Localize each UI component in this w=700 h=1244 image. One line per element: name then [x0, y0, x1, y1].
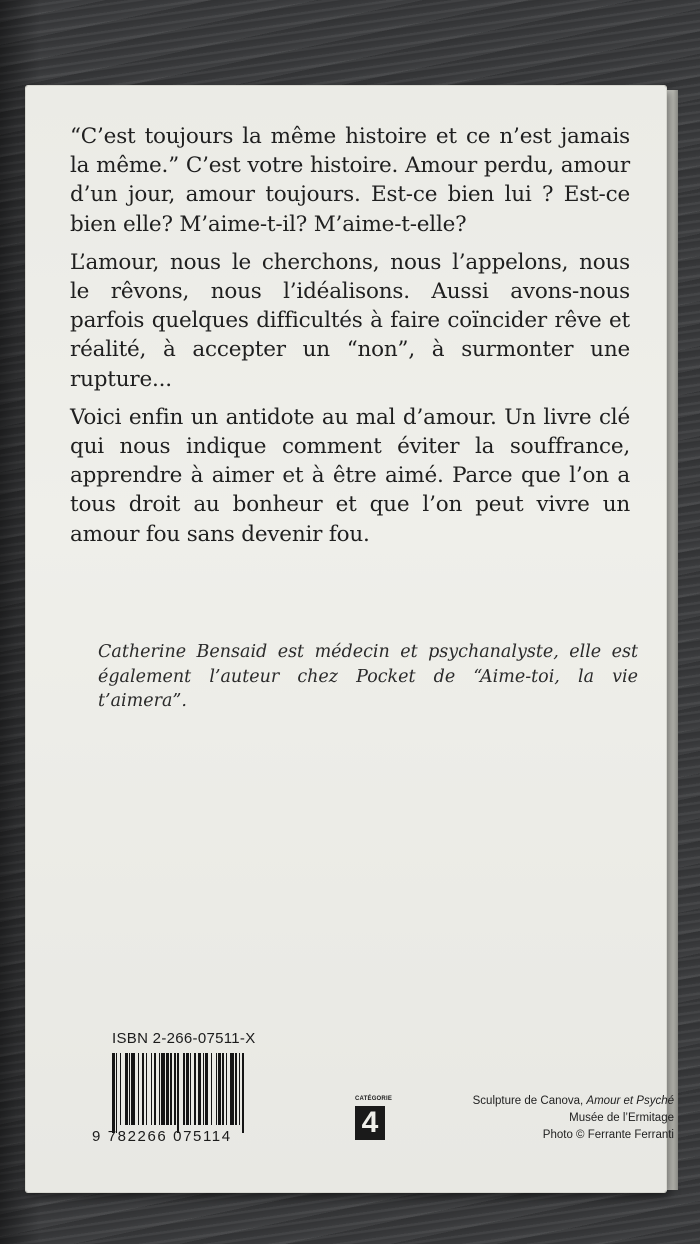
photo-credits — [418, 1093, 674, 1144]
blurb-text — [70, 122, 630, 558]
credits-line-1 — [418, 1093, 674, 1110]
credits-title: Amour et Psyché — [586, 1095, 674, 1107]
category-label: CATÉGORIE — [355, 1096, 393, 1102]
blurb-paragraph-1: “C’est toujours la même histoire et ce n’est jamais la même.” C’est votre histoire. Amour perdu, amour d’un jour, amour toujours. Est-ce bien lui ? Est-ce bien elle? M’aime-t-il? M’aime-t-elle? — [70, 124, 630, 237]
credits-line-2: Musée de l’Ermitage — [569, 1112, 674, 1124]
barcode-gap — [244, 1053, 247, 1125]
barcode-digits: 9 782266 075114 — [92, 1128, 232, 1145]
credits-line-3: Photo © Ferrante Ferranti — [542, 1129, 674, 1141]
category-badge — [355, 1096, 393, 1144]
isbn-label: ISBN 2-266-07511-X — [112, 1030, 256, 1047]
barcode — [112, 1053, 294, 1133]
blurb-paragraph-2: L’amour, nous le cherchons, nous l’appelons, nous le rêvons, nous l’idéalisons. Aussi avons-nous parfois quelques difficultés à faire coïncider rêve et réalité, à accepter un “non”, à surmonter une rupture... — [70, 249, 630, 392]
category-number: 4 — [355, 1106, 385, 1140]
credits-prefix: Sculpture de Canova, — [472, 1095, 587, 1107]
blurb-paragraph-3: Voici enfin un antidote au mal d’amour. Un livre clé qui nous indique comment éviter la souffrance, apprendre à aimer et à être aimé. Parce que l’on a tous droit au bonheur et que l’on peut vivre un amour fou sans devenir fou. — [70, 404, 630, 547]
book-page-edge — [666, 90, 678, 1190]
author-note: Catherine Bensaid est médecin et psychanalyste, elle est également l’auteur chez Pocket de “Aime-toi, la vie t’aimera”. — [98, 642, 638, 711]
